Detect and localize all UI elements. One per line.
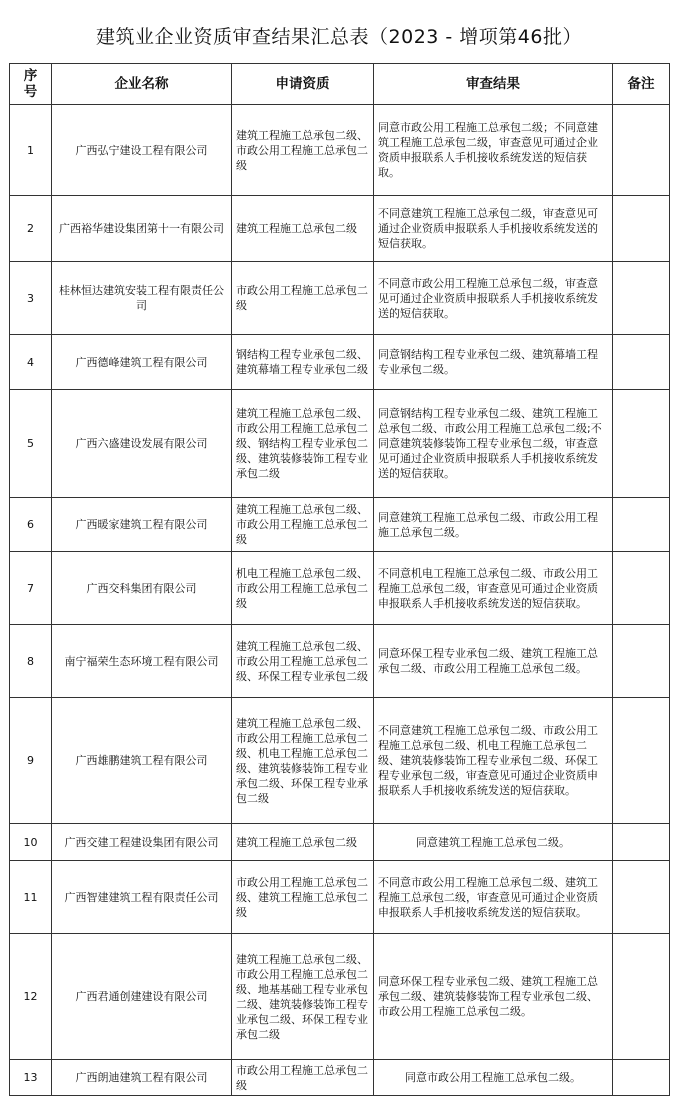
table-row (10, 105, 670, 196)
row-apply: 建筑工程施工总承包二级、市政公用工程施工总承包二级、机电工程施工总承包二级、建筑装修装饰工程专业承包二级、环保工程专业承包二级 (232, 698, 374, 824)
row-no: 8 (10, 625, 52, 698)
row-apply: 建筑工程施工总承包二级、市政公用工程施工总承包二级、环保工程专业承包二级 (232, 625, 374, 698)
row-result: 同意市政公用工程施工总承包二级。 (374, 1060, 613, 1096)
row-no: 1 (10, 105, 52, 196)
table-row (10, 698, 670, 824)
row-result: 不同意市政公用工程施工总承包二级，审查意见可通过企业资质申报联系人手机接收系统发送的短信获取。 (374, 262, 613, 335)
row-company: 桂林恒达建筑安装工程有限责任公司 (52, 262, 232, 335)
row-no: 12 (10, 934, 52, 1060)
row-no: 2 (10, 196, 52, 262)
header-result: 审查结果 (374, 64, 613, 105)
row-remark (613, 390, 670, 498)
row-apply: 机电工程施工总承包二级、市政公用工程施工总承包二级 (232, 552, 374, 625)
row-no: 9 (10, 698, 52, 824)
row-company: 广西暖家建筑工程有限公司 (52, 498, 232, 552)
row-remark (613, 861, 670, 934)
header-no: 序号 (10, 64, 52, 105)
row-apply: 建筑工程施工总承包二级 (232, 824, 374, 861)
row-result: 不同意机电工程施工总承包二级、市政公用工程施工总承包二级，审查意见可通过企业资质申报联系人手机接收系统发送的短信获取。 (374, 552, 613, 625)
row-apply: 建筑工程施工总承包二级、市政公用工程施工总承包二级 (232, 498, 374, 552)
row-company: 广西智建建筑工程有限责任公司 (52, 861, 232, 934)
row-company: 南宁福荣生态环境工程有限公司 (52, 625, 232, 698)
row-result: 同意建筑工程施工总承包二级。 (374, 824, 613, 861)
table-row (10, 390, 670, 498)
row-apply: 建筑工程施工总承包二级 (232, 196, 374, 262)
row-result: 不同意市政公用工程施工总承包二级、建筑工程施工总承包二级，审查意见可通过企业资质申报联系人手机接收系统发送的短信获取。 (374, 861, 613, 934)
row-no: 11 (10, 861, 52, 934)
header-apply: 申请资质 (232, 64, 374, 105)
row-result: 同意环保工程专业承包二级、建筑工程施工总承包二级、建筑装修装饰工程专业承包二级、市政公用工程施工总承包二级。 (374, 934, 613, 1060)
row-remark (613, 625, 670, 698)
row-apply: 市政公用工程施工总承包二级 (232, 262, 374, 335)
results-table (9, 63, 670, 1096)
table-row (10, 824, 670, 861)
page-title: 建筑业企业资质审查结果汇总表（2023 - 增项第46批） (96, 25, 582, 48)
row-no: 7 (10, 552, 52, 625)
row-apply: 市政公用工程施工总承包二级 (232, 1060, 374, 1096)
table-row (10, 1060, 670, 1096)
row-company: 广西雄鹏建筑工程有限公司 (52, 698, 232, 824)
row-remark (613, 1060, 670, 1096)
table-header-row (10, 64, 670, 105)
table-row (10, 625, 670, 698)
row-company: 广西朗迪建筑工程有限公司 (52, 1060, 232, 1096)
row-company: 广西六盛建设发展有限公司 (52, 390, 232, 498)
row-no: 5 (10, 390, 52, 498)
row-company: 广西交科集团有限公司 (52, 552, 232, 625)
row-apply: 钢结构工程专业承包二级、建筑幕墙工程专业承包二级 (232, 335, 374, 390)
row-company: 广西弘宁建设工程有限公司 (52, 105, 232, 196)
row-company: 广西交建工程建设集团有限公司 (52, 824, 232, 861)
row-apply: 建筑工程施工总承包二级、市政公用工程施工总承包二级、地基基础工程专业承包二级、建筑装修装饰工程专业承包二级、环保工程专业承包二级 (232, 934, 374, 1060)
row-apply: 市政公用工程施工总承包二级、建筑工程施工总承包二级 (232, 861, 374, 934)
table-row (10, 861, 670, 934)
row-remark (613, 196, 670, 262)
row-no: 3 (10, 262, 52, 335)
table-row (10, 498, 670, 552)
row-apply: 建筑工程施工总承包二级、市政公用工程施工总承包二级 (232, 105, 374, 196)
header-company: 企业名称 (52, 64, 232, 105)
row-apply: 建筑工程施工总承包二级、市政公用工程施工总承包二级、钢结构工程专业承包二级、建筑装修装饰工程专业承包二级 (232, 390, 374, 498)
row-result: 不同意建筑工程施工总承包二级，审查意见可通过企业资质申报联系人手机接收系统发送的短信获取。 (374, 196, 613, 262)
row-remark (613, 498, 670, 552)
row-result: 同意市政公用工程施工总承包二级；不同意建筑工程施工总承包二级，审查意见可通过企业资质申报联系人手机接收系统发送的短信获取。 (374, 105, 613, 196)
row-remark (613, 262, 670, 335)
row-result: 不同意建筑工程施工总承包二级、市政公用工程施工总承包二级、机电工程施工总承包二级、建筑装修装饰工程专业承包二级、环保工程专业承包二级，审查意见可通过企业资质申报联系人手机接收系统发送的短信获取。 (374, 698, 613, 824)
table-row (10, 552, 670, 625)
row-result: 同意钢结构工程专业承包二级、建筑幕墙工程专业承包二级。 (374, 335, 613, 390)
row-remark (613, 105, 670, 196)
table-row (10, 934, 670, 1060)
row-remark (613, 552, 670, 625)
table-row (10, 335, 670, 390)
row-result: 同意环保工程专业承包二级、建筑工程施工总承包二级、市政公用工程施工总承包二级。 (374, 625, 613, 698)
row-no: 4 (10, 335, 52, 390)
row-remark (613, 335, 670, 390)
row-remark (613, 698, 670, 824)
row-company: 广西德峰建筑工程有限公司 (52, 335, 232, 390)
table-row (10, 262, 670, 335)
row-company: 广西君通创建建设有限公司 (52, 934, 232, 1060)
header-remark: 备注 (613, 64, 670, 105)
row-remark (613, 824, 670, 861)
row-remark (613, 934, 670, 1060)
row-company: 广西裕华建设集团第十一有限公司 (52, 196, 232, 262)
row-result: 同意建筑工程施工总承包二级、市政公用工程施工总承包二级。 (374, 498, 613, 552)
row-result: 同意钢结构工程专业承包二级、建筑工程施工总承包二级、市政公用工程施工总承包二级;不同意建筑装修装饰工程专业承包二级，审查意见可通过企业资质申报联系人手机接收系统发送的短信获取。 (374, 390, 613, 498)
row-no: 13 (10, 1060, 52, 1096)
row-no: 6 (10, 498, 52, 552)
row-no: 10 (10, 824, 52, 861)
table-row (10, 196, 670, 262)
